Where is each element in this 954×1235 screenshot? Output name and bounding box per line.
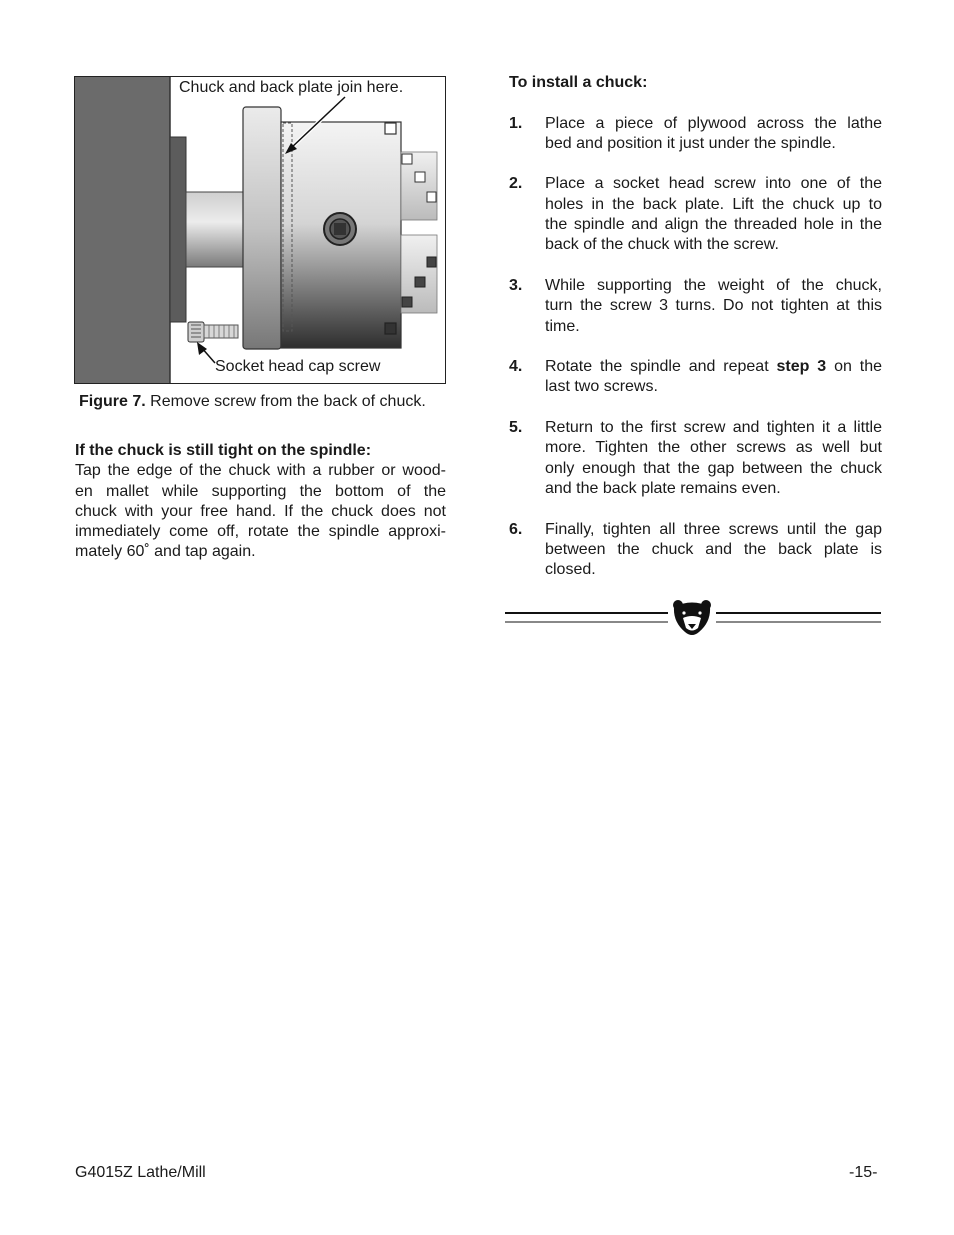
left-column [75, 441, 446, 563]
text-line: holes in the back plate. Lift the chuck up to [545, 195, 882, 213]
text-line: While supporting the weight of the chuck, [545, 276, 882, 294]
text-line: chuck with your free hand. If the chuck does not [75, 502, 446, 520]
right-heading: To install a chuck: [509, 74, 648, 91]
text-line: closed. [545, 561, 596, 579]
text-line: back of the chuck with the screw. [545, 236, 779, 254]
step-number: 6. [509, 520, 523, 538]
caption-number: Figure 7. [79, 393, 146, 410]
footer-page-number: -15- [849, 1164, 878, 1181]
text-line: last two screws. [545, 378, 658, 396]
figure-7 [74, 76, 446, 384]
text-line: Place a socket head screw into one of the [545, 175, 882, 193]
step-number: 1. [509, 114, 523, 132]
text-line: immediately come off, rotate the spindle approxi- [75, 523, 446, 541]
text-line [545, 357, 882, 377]
text-line: between the chuck and the back plate is [545, 540, 882, 558]
step-number: 3. [509, 276, 523, 294]
text-line: Return to the first screw and tighten it a little [545, 419, 882, 437]
step-4-ref: step 3 [776, 358, 827, 376]
text-line: bed and position it just under the spindle. [545, 134, 836, 152]
step-4-pre: Rotate the spindle and repeat [545, 358, 777, 376]
text-line: turn the screw 3 turns. Do not tighten at this [545, 297, 882, 315]
label-screw: Socket head cap screw [215, 358, 381, 375]
step-4 [509, 357, 883, 398]
right-column [509, 73, 883, 601]
step-1 [509, 114, 883, 155]
headstock [75, 77, 170, 384]
text-line: Tap the edge of the chuck with a rubber or wood- [75, 462, 446, 480]
step-2 [509, 174, 883, 255]
step-6 [509, 520, 883, 581]
footer-model: G4015Z Lathe/Mill [75, 1164, 206, 1181]
text-line: time. [545, 317, 580, 335]
text-line: Finally, tighten all three screws until the gap [545, 520, 882, 538]
step-number: 4. [509, 358, 523, 376]
section-divider [505, 598, 881, 638]
text-line: and the back plate remains even. [545, 479, 781, 497]
step-4-post: on the [826, 358, 882, 376]
text-line: the spindle and align the threaded hole in the [545, 216, 882, 234]
step-3 [509, 276, 883, 337]
back-plate [243, 107, 281, 349]
figure-caption [79, 393, 426, 411]
text-line: more. Tighten the other screws as well but [545, 439, 882, 457]
left-paragraph [75, 461, 446, 562]
caption-text: Remove screw from the back of chuck. [145, 393, 426, 410]
left-heading: If the chuck is still tight on the spindle: [75, 442, 372, 459]
text-line: en mallet while supporting the bottom of the [75, 482, 446, 500]
text-line: mately 60˚ and tap again. [75, 543, 256, 561]
step-number: 5. [509, 419, 523, 437]
label-join: Chuck and back plate join here. [179, 79, 404, 96]
step-5 [509, 418, 883, 499]
text-line: only enough that the gap between the chuck [545, 459, 882, 477]
text-line: Place a piece of plywood across the lathe [545, 114, 882, 132]
step-number: 2. [509, 175, 523, 193]
bear-head-icon [673, 600, 711, 635]
chuck-illustration [75, 77, 446, 384]
